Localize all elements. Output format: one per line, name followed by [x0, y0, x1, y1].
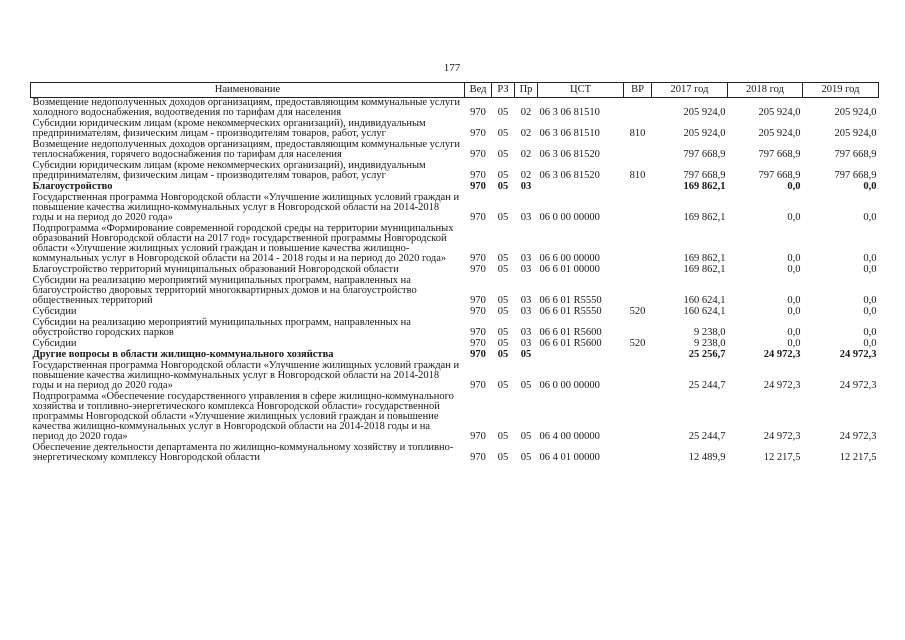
- row-2018: 0,0: [787, 181, 801, 192]
- row-rz: 05: [497, 181, 509, 192]
- row-pr: 03: [520, 264, 532, 275]
- row-pr: 02: [520, 128, 532, 139]
- header-ved: Вед: [465, 83, 492, 98]
- row-ved: 970: [470, 181, 486, 192]
- row-vr: 520: [629, 338, 646, 349]
- row-cst: [538, 350, 624, 361]
- row-2019: 0,0: [863, 295, 877, 306]
- row-2018: 797 668,9: [758, 149, 801, 160]
- row-cst: 06 0 00 00000: [539, 212, 600, 223]
- row-name: Благоустройство: [32, 181, 113, 192]
- row-2019: 24 972,3: [839, 380, 877, 391]
- row-2018: 0,0: [787, 295, 801, 306]
- page-number: 177: [443, 62, 461, 74]
- row-name: Субсидии: [32, 338, 77, 349]
- row-2019: 12 217,5: [839, 452, 877, 463]
- row-2019: 205 924,0: [834, 107, 877, 118]
- row-2018: 24 972,3: [763, 349, 801, 360]
- row-2019: 0,0: [863, 327, 877, 338]
- row-cst: 06 4 01 00000: [539, 452, 600, 463]
- row-2017: 205 924,0: [683, 128, 726, 139]
- row-2019: 0,0: [863, 306, 877, 317]
- row-2018: 0,0: [787, 338, 801, 349]
- row-cst: 06 3 06 81520: [539, 170, 600, 181]
- row-name: Возмещение недополученных доходов организациям, предоставляющим коммунальные услуги холодного водоснабжения, водоотведения по тарифам для населения: [32, 97, 461, 118]
- row-vr: 520: [629, 306, 646, 317]
- row-2017: 169 862,1: [683, 181, 726, 192]
- row-rz: 05: [497, 107, 509, 118]
- table-header-row: [31, 83, 879, 98]
- row-vr: [624, 361, 652, 392]
- row-2018: 0,0: [787, 327, 801, 338]
- header-2017: 2017 год: [652, 83, 728, 98]
- row-2017: 169 862,1: [683, 212, 726, 223]
- row-2017: 169 862,1: [683, 264, 726, 275]
- row-2019: 0,0: [863, 181, 877, 192]
- table-row: [31, 392, 879, 443]
- table-row: [31, 276, 879, 307]
- row-vr: [624, 318, 652, 339]
- row-vr: 810: [629, 128, 646, 139]
- row-2018: 0,0: [787, 212, 801, 223]
- row-2019: 205 924,0: [834, 128, 877, 139]
- row-2019: 0,0: [863, 253, 877, 264]
- table-row: [31, 224, 879, 265]
- row-ved: 970: [470, 264, 486, 275]
- row-rz: 05: [497, 264, 509, 275]
- row-2018: 205 924,0: [758, 107, 801, 118]
- table-row: [31, 119, 879, 140]
- row-rz: 05: [497, 327, 509, 338]
- table-row: [31, 140, 879, 161]
- row-ved: 970: [470, 306, 486, 317]
- row-2018: 0,0: [787, 253, 801, 264]
- row-name: Субсидии юридическим лицам (кроме некоммерческих организаций), индивидуальным предпринимателям, физическим лицам - производителям товаров, работ, услуг: [32, 118, 426, 139]
- row-2018: 205 924,0: [758, 128, 801, 139]
- header-name: Наименование: [31, 83, 465, 98]
- row-pr: 05: [520, 452, 532, 463]
- row-2018: 0,0: [787, 306, 801, 317]
- row-2017: 797 668,9: [683, 170, 726, 181]
- row-rz: 05: [497, 170, 509, 181]
- header-pr: Пр: [515, 83, 538, 98]
- row-pr: 05: [520, 431, 532, 442]
- row-pr: 03: [520, 327, 532, 338]
- row-cst: 06 0 00 00000: [539, 380, 600, 391]
- row-2018: 797 668,9: [758, 170, 801, 181]
- table-row: [31, 98, 879, 120]
- row-name: Субсидии юридическим лицам (кроме некоммерческих организаций), индивидуальным предпринимателям, физическим лицам - производителям товаров, работ, услуг: [32, 160, 426, 181]
- row-rz: 05: [497, 431, 509, 442]
- row-cst: 06 6 01 R5600: [539, 338, 602, 349]
- row-rz: 05: [497, 349, 509, 360]
- header-vr: ВР: [624, 83, 652, 98]
- header-2018: 2018 год: [728, 83, 803, 98]
- row-2017: 9 238,0: [694, 338, 726, 349]
- row-pr: 03: [520, 181, 532, 192]
- row-pr: 05: [520, 349, 532, 360]
- row-pr: 02: [520, 149, 532, 160]
- table-body: [31, 98, 879, 465]
- row-ved: 970: [470, 349, 486, 360]
- row-name: Обеспечение деятельности департамента по жилищно-коммунальному хозяйству и топливно-энергетическому комплексу Новгородской области: [32, 442, 454, 463]
- row-pr: 03: [520, 212, 532, 223]
- header-2019: 2019 год: [803, 83, 879, 98]
- row-cst: 06 6 01 R5550: [539, 295, 602, 306]
- row-vr: [624, 392, 652, 443]
- row-rz: 05: [497, 306, 509, 317]
- row-2017: 25 256,7: [688, 349, 726, 360]
- row-pr: 03: [520, 306, 532, 317]
- row-2019: 0,0: [863, 264, 877, 275]
- row-name: Субсидии на реализацию мероприятий муниципальных программ, направленных на благоустройство дворовых территорий многоквартирных домов и на благоустройство общественных территорий: [32, 275, 417, 306]
- row-2017: 205 924,0: [683, 107, 726, 118]
- row-vr: [624, 224, 652, 265]
- row-cst: 06 4 00 00000: [539, 431, 600, 442]
- row-name: Благоустройство территорий муниципальных образований Новгородской области: [32, 264, 399, 275]
- row-vr: [624, 193, 652, 224]
- row-2017: 25 244,7: [688, 431, 726, 442]
- row-cst: 06 6 01 00000: [539, 264, 600, 275]
- row-name: Подпрограмма «Формирование современной городской среды на территории муниципальных образований Новгородской области на 2017 год» государственной программы Новгородской области «Улучшение жилищных условий граждан и повышение качества жилищно-коммунальных услуг в Новгородской области на 2014 - 2018 годы и на период до 2020 года»: [32, 223, 454, 264]
- row-ved: 970: [470, 212, 486, 223]
- row-ved: 970: [470, 338, 486, 349]
- table-row: [31, 443, 879, 464]
- row-vr: [624, 265, 652, 276]
- row-rz: 05: [497, 380, 509, 391]
- row-2019: 797 668,9: [834, 170, 877, 181]
- row-rz: 05: [497, 149, 509, 160]
- row-cst: 06 6 00 00000: [539, 253, 600, 264]
- row-2019: 797 668,9: [834, 149, 877, 160]
- row-cst: 06 6 01 R5600: [539, 327, 602, 338]
- row-ved: 970: [470, 431, 486, 442]
- row-pr: 03: [520, 338, 532, 349]
- row-2019: 24 972,3: [839, 349, 877, 360]
- row-2018: 24 972,3: [763, 380, 801, 391]
- row-cst: 06 6 01 R5550: [539, 306, 602, 317]
- row-ved: 970: [470, 380, 486, 391]
- row-rz: 05: [497, 295, 509, 306]
- row-rz: 05: [497, 253, 509, 264]
- row-2019: 24 972,3: [839, 431, 877, 442]
- row-ved: 970: [470, 149, 486, 160]
- header-rz: РЗ: [492, 83, 515, 98]
- row-2018: 0,0: [787, 264, 801, 275]
- row-ved: 970: [470, 452, 486, 463]
- row-2019: 0,0: [863, 338, 877, 349]
- row-vr: [624, 350, 652, 361]
- row-name: Государственная программа Новгородской области «Улучшение жилищных условий граждан и повышение качества жилищно-коммунальных услуг в Новгородской области на 2014-2018 годы и на период до 2020 года»: [32, 192, 460, 223]
- row-pr: 02: [520, 170, 532, 181]
- row-vr: [624, 443, 652, 464]
- header-cst: ЦСТ: [538, 83, 624, 98]
- row-name: Субсидии: [32, 306, 77, 317]
- row-2018: 24 972,3: [763, 431, 801, 442]
- row-rz: 05: [497, 212, 509, 223]
- row-cst: [538, 182, 624, 193]
- row-ved: 970: [470, 253, 486, 264]
- row-cst: 06 3 06 81510: [539, 107, 600, 118]
- row-ved: 970: [470, 295, 486, 306]
- row-rz: 05: [497, 128, 509, 139]
- row-ved: 970: [470, 107, 486, 118]
- row-2017: 169 862,1: [683, 253, 726, 264]
- row-name: Возмещение недополученных доходов организациям, предоставляющим коммунальные услуги теплоснабжения, горячего водоснабжения по тарифам для населения: [32, 139, 461, 160]
- row-cst: 06 3 06 81510: [539, 128, 600, 139]
- row-pr: 03: [520, 253, 532, 264]
- row-rz: 05: [497, 338, 509, 349]
- row-name: Субсидии на реализацию мероприятий муниципальных программ, направленных на обустройство городских парков: [32, 317, 411, 338]
- row-vr: 810: [629, 170, 646, 181]
- row-vr: [624, 140, 652, 161]
- budget-table: [30, 82, 879, 464]
- row-2017: 9 238,0: [694, 327, 726, 338]
- row-pr: 02: [520, 107, 532, 118]
- row-cst: 06 3 06 81520: [539, 149, 600, 160]
- row-2019: 0,0: [863, 212, 877, 223]
- row-vr: [624, 98, 652, 120]
- row-name: Подпрограмма «Обеспечение государственного управления в сфере жилищно-коммунального хозяйства и топливно-энергетического комплекса Новгородской области» государственной программы Новгородской области «Улучшение жилищных условий граждан и повышение качества жилищно-коммунальных услуг в Новгородской области на 2014-2018 годы и на период до 2020 года»: [32, 391, 454, 442]
- table-row: [31, 318, 879, 339]
- row-ved: 970: [470, 170, 486, 181]
- table-row: [31, 193, 879, 224]
- row-ved: 970: [470, 128, 486, 139]
- row-2017: 160 624,1: [683, 306, 726, 317]
- row-pr: 05: [520, 380, 532, 391]
- row-vr: [624, 182, 652, 193]
- row-2017: 12 489,9: [688, 452, 726, 463]
- row-rz: 05: [497, 452, 509, 463]
- row-2018: 12 217,5: [763, 452, 801, 463]
- row-vr: [624, 276, 652, 307]
- table-row: [31, 161, 879, 182]
- row-2017: 160 624,1: [683, 295, 726, 306]
- row-2017: 25 244,7: [688, 380, 726, 391]
- table-row: [31, 361, 879, 392]
- row-2017: 797 668,9: [683, 149, 726, 160]
- row-name: Государственная программа Новгородской области «Улучшение жилищных условий граждан и повышение качества жилищно-коммунальных услуг в Новгородской области на 2014-2018 годы и на период до 2020 года»: [32, 360, 460, 391]
- row-pr: 03: [520, 295, 532, 306]
- row-ved: 970: [470, 327, 486, 338]
- row-name: Другие вопросы в области жилищно-коммунального хозяйства: [32, 349, 334, 360]
